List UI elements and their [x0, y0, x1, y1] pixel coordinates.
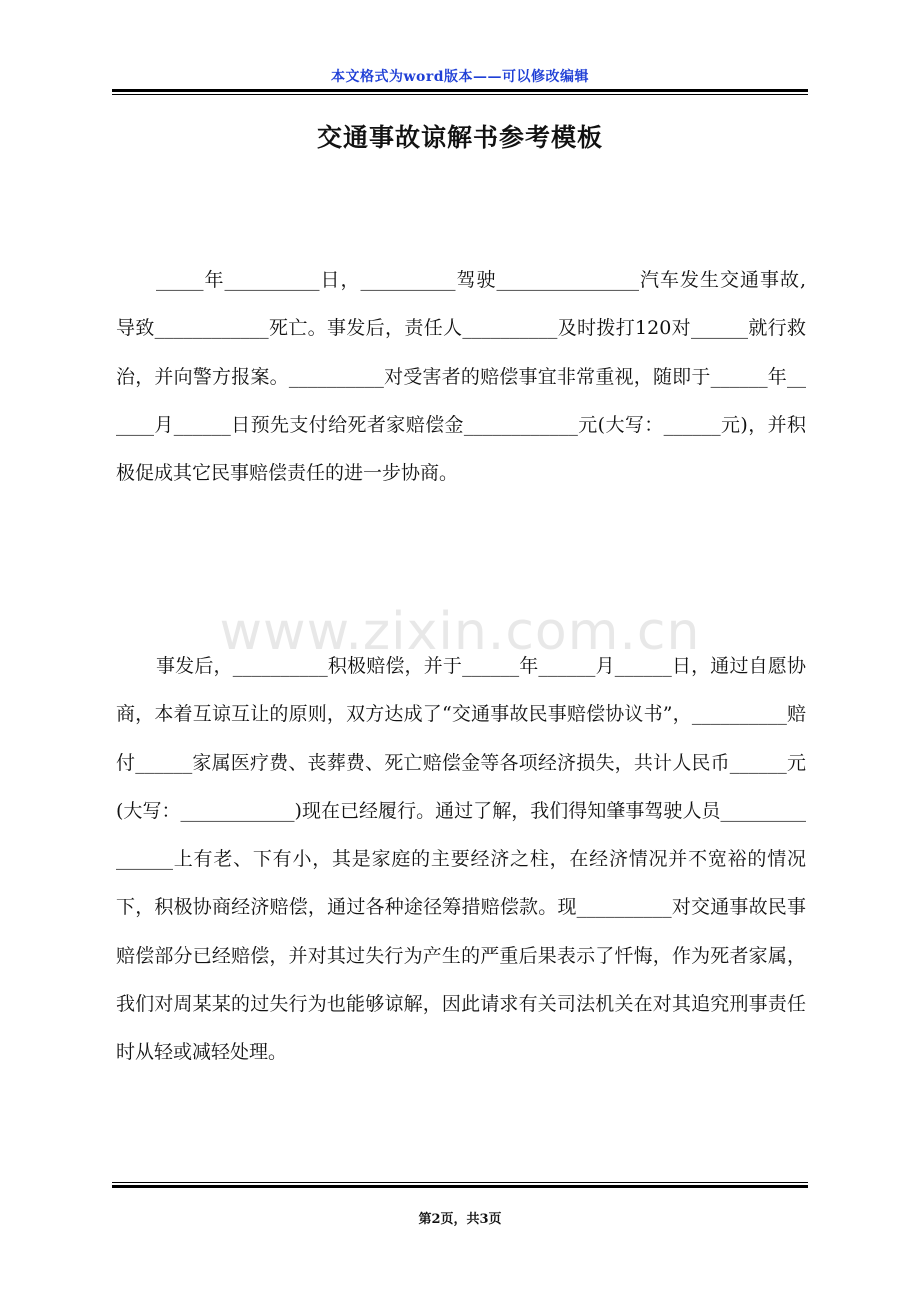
header-rule-thick [112, 89, 808, 92]
footer-rule-thin [112, 1182, 808, 1183]
header-rule-thin [112, 94, 808, 95]
page-number: 第2页，共3页 [418, 1212, 502, 1227]
header-note: 本文格式为word版本——可以修改编辑 [330, 69, 590, 85]
body-paragraph-1: _____年__________日，__________驾驶_______________汽车发生交通事故,导致____________死亡。事发后，责任人__________及时拨打120对______就行救治，并向警方报案。__________对受害者的赔偿事宜非常重视，随即于______年______月______日预先支付给死者家赔偿金____________元(大写：______元)，并积极促成其它民事赔偿责任的进一步协商。 [116, 269, 806, 485]
body-paragraph-2: 事发后，__________积极赔偿，并于______年______月______日，通过自愿协商，本着互谅互让的原则，双方达成了“交通事故民事赔偿协议书”，__________赔付______家属医疗费、丧葬费、死亡赔偿金等各项经济损失，共计人民币______元(大写：____________)现在已经履行。通过了解，我们得知肇事驾驶人员_______________上有老、下有小，其是家庭的主要经济之柱，在经济情况并不宽裕的情况下，积极协商经济赔偿，通过各种途径筹措赔偿款。现__________对交通事故民事赔偿部分已经赔偿，并对其过失行为产生的严重后果表示了忏悔，作为死者家属，我们对周某某的过失行为也能够谅解，因此请求有关司法机关在对其追究刑事责任时从轻或减轻处理。 [116, 655, 806, 1064]
watermark: www.zixin.com.cn [219, 602, 701, 662]
document-title: 交通事故谅解书参考模板 [316, 123, 603, 152]
footer-rule-thick [112, 1185, 808, 1188]
